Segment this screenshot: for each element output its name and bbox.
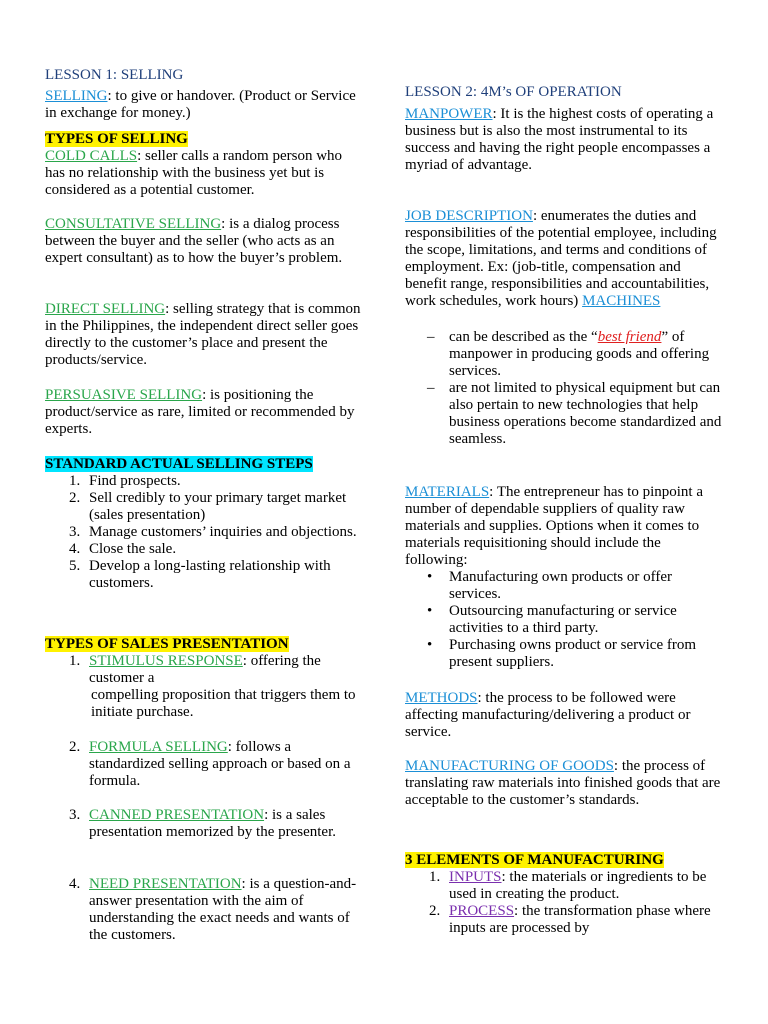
item-def: : the materials or ingredients to be used in creating the product. [449, 869, 707, 902]
lesson2-title: LESSON 2: 4M’s OF OPERATION [405, 84, 622, 100]
item-number: 2. [429, 903, 441, 919]
mog-def: : the process of translating raw materials into finished goods that are acceptable to the customer’s standards. [405, 758, 721, 808]
item-def: : the transformation phase where inputs are processed by [449, 903, 711, 936]
materials-list [405, 569, 725, 671]
type-term: COLD CALLS [45, 148, 138, 164]
presentation-stimulus [45, 653, 365, 721]
methods-definition [405, 690, 725, 741]
item-term: STIMULUS RESPONSE [89, 653, 243, 669]
item-term: CANNED PRESENTATION [89, 807, 265, 823]
type-term: PERSUASIVE SELLING [45, 387, 203, 403]
item-number: 3. [69, 524, 81, 540]
list-item [45, 524, 365, 541]
item-text: Develop a long-lasting relationship with customers. [89, 558, 331, 591]
list-item [405, 903, 725, 937]
item-number: 3. [69, 807, 81, 823]
manpower-def: : It is the highest costs of operating a business but is also the most instrumental to its success and having the right people encompasses a myriad of advantage. [405, 106, 714, 173]
list-item [405, 603, 725, 637]
dash-marker: – [427, 329, 435, 345]
machines-list [405, 329, 725, 448]
type-def: : seller calls a random person who has no relationship with the business yet but is considered as a potential customer. [45, 148, 343, 198]
list-item [45, 739, 365, 790]
type-def: : selling strategy that is common in the Philippines, the independent direct seller goes directly to the customer’s place and present the products/service. [45, 301, 361, 368]
job-description [405, 208, 725, 310]
sales-presentation-heading [45, 636, 365, 653]
list-item [45, 807, 365, 841]
item-number: 1. [429, 869, 441, 885]
item-number: 1. [69, 653, 81, 669]
item-def: : is a question-and-answer presentation with the aim of understanding the exact needs and wants of the customers. [89, 876, 357, 943]
machines-term: MACHINES [582, 293, 661, 309]
item-text: Find prospects. [89, 473, 181, 489]
item-text: Manage customers’ inquiries and objections. [89, 524, 357, 540]
types-of-selling-heading [45, 131, 365, 148]
list-item [45, 490, 365, 524]
elements-list [405, 869, 725, 937]
list-item [45, 653, 365, 687]
list-item [405, 380, 725, 448]
list-item [405, 329, 725, 380]
item-term: PROCESS [449, 903, 515, 919]
item-text: are not limited to physical equipment but can also pertain to new technologies that help business operations become standardized and seamless. [449, 380, 722, 447]
selling-steps-heading [45, 456, 365, 473]
bullet-marker: • [427, 603, 433, 619]
type-persuasive [45, 387, 365, 438]
item-def: : offering the customer a [89, 653, 321, 686]
list-item [45, 473, 365, 490]
job-def: : enumerates the duties and responsibilities of the potential employee, including the scope, limitations, and terms and conditions of employment. Ex: (job-title, compensation and benefit range, responsibilities and accountabilities, work schedules, work hours) [405, 208, 717, 309]
item-text: Manufacturing own products or offer services. [449, 569, 672, 602]
materials-def: : The entrepreneur has to pinpoint a number of dependable suppliers of quality raw materials and supplies. Options when it comes to materials requisitioning should include the following: [405, 484, 703, 568]
list-item [45, 876, 365, 944]
presentation-need [45, 876, 365, 944]
type-def: : is positioning the product/service as rare, limited or recommended by experts. [45, 387, 355, 437]
type-def: : is a dialog process between the buyer and the seller (who acts as an expert consultant) as to how the buyer’s problem. [45, 216, 343, 266]
job-term: JOB DESCRIPTION [405, 208, 533, 224]
item-number: 2. [69, 739, 81, 755]
presentation-canned [45, 807, 365, 841]
selling-def: : to give or handover. (Product or Service in exchange for money.) [45, 88, 356, 121]
materials-definition [405, 484, 725, 569]
item-term: INPUTS [449, 869, 502, 885]
list-item [405, 569, 725, 603]
type-consultative [45, 216, 365, 267]
item-text: Purchasing owns product or service from present suppliers. [449, 637, 697, 670]
manufacturing-of-goods-definition [405, 758, 725, 809]
materials-term: MATERIALS [405, 484, 490, 500]
lesson1-title: LESSON 1: SELLING [45, 67, 184, 83]
manpower-definition [405, 106, 725, 174]
item-number: 1. [69, 473, 81, 489]
item-def: : is a sales presentation memorized by the presenter. [89, 807, 336, 840]
item-term: NEED PRESENTATION [89, 876, 242, 892]
item-continuation: compelling proposition that triggers them to initiate purchase. [91, 687, 356, 720]
item-text: Outsourcing manufacturing or service activities to a third party. [449, 603, 677, 636]
bullet-marker: • [427, 637, 433, 653]
elements-heading-text: 3 ELEMENTS OF MANUFACTURING [405, 852, 664, 868]
item-number: 4. [69, 541, 81, 557]
mog-term: MANUFACTURING OF GOODS [405, 758, 614, 774]
item-text: can be described as the “ [449, 329, 598, 345]
elements-heading [405, 852, 725, 869]
item-number: 4. [69, 876, 81, 892]
type-direct [45, 301, 365, 369]
presentation-formula [45, 739, 365, 790]
types-heading-text: TYPES OF SELLING [45, 131, 188, 147]
type-cold-calls [45, 148, 365, 199]
bullet-marker: • [427, 569, 433, 585]
list-item [405, 637, 725, 671]
selling-term: SELLING [45, 88, 108, 104]
list-item [45, 541, 365, 558]
steps-heading-text: STANDARD ACTUAL SELLING STEPS [45, 456, 313, 472]
item-text: Close the sale. [89, 541, 177, 557]
item-number: 5. [69, 558, 81, 574]
item-text: Sell credibly to your primary target market (sales presentation) [89, 490, 347, 523]
item-def: : follows a standardized selling approach or based on a formula. [89, 739, 351, 789]
manpower-term: MANPOWER [405, 106, 493, 122]
type-term: CONSULTATIVE SELLING [45, 216, 222, 232]
type-term: DIRECT SELLING [45, 301, 166, 317]
selling-definition [45, 88, 365, 122]
item-text: ” of manpower in producing goods and offering services. [449, 329, 710, 379]
item-number: 2. [69, 490, 81, 506]
methods-term: METHODS [405, 690, 478, 706]
item-term: FORMULA SELLING [89, 739, 228, 755]
list-item [45, 558, 365, 592]
presentation-heading-text: TYPES OF SALES PRESENTATION [45, 636, 289, 652]
selling-steps-list [45, 473, 365, 592]
best-friend-text: best friend [597, 329, 662, 345]
list-item [405, 869, 725, 903]
methods-def: : the process to be followed were affecting manufacturing/delivering a product or service. [405, 690, 691, 740]
dash-marker: – [427, 380, 435, 396]
